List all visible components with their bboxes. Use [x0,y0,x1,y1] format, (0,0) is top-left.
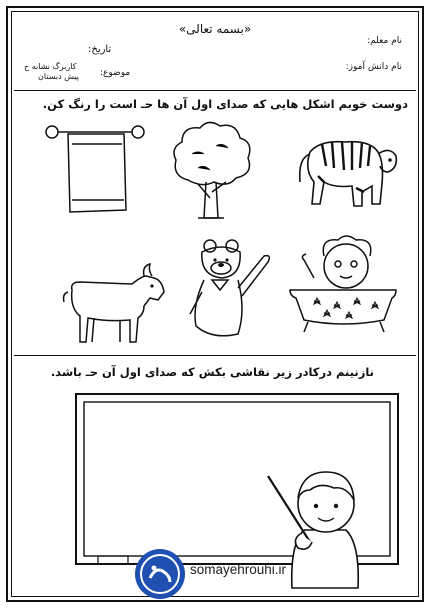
topic-value-line2: پیش دبستان [38,72,80,81]
bath-picture [284,232,404,336]
brand-logo [134,548,186,600]
question-2: نازنینم درکادر زیر نقاشی بکش که صدای اول آن حـ باشد. [50,365,374,379]
header-divider [14,90,416,91]
teacher-label: نام معلم: [367,36,402,46]
tiger-picture [290,122,400,210]
topic-value-line1: کاربرگ نشانه ح [24,62,77,71]
goat-picture [58,262,170,346]
worksheet-header [14,16,416,88]
watermark-text: somayehrouhi.ir [190,562,287,577]
bear-picture [182,236,274,348]
topic-label: موضوع: [100,68,131,78]
date-label: تاریخ: [88,44,112,55]
student-label: نام دانش آموز: [345,62,402,72]
section-divider [14,355,416,356]
header-title: «بسمه تعالی» [178,22,252,36]
towel-picture [42,120,146,214]
tree-picture [168,118,254,224]
question-1: دوست خوبم اشکل هایی که صدای اول آن ها حـ است را رنگ کن. [42,97,408,111]
